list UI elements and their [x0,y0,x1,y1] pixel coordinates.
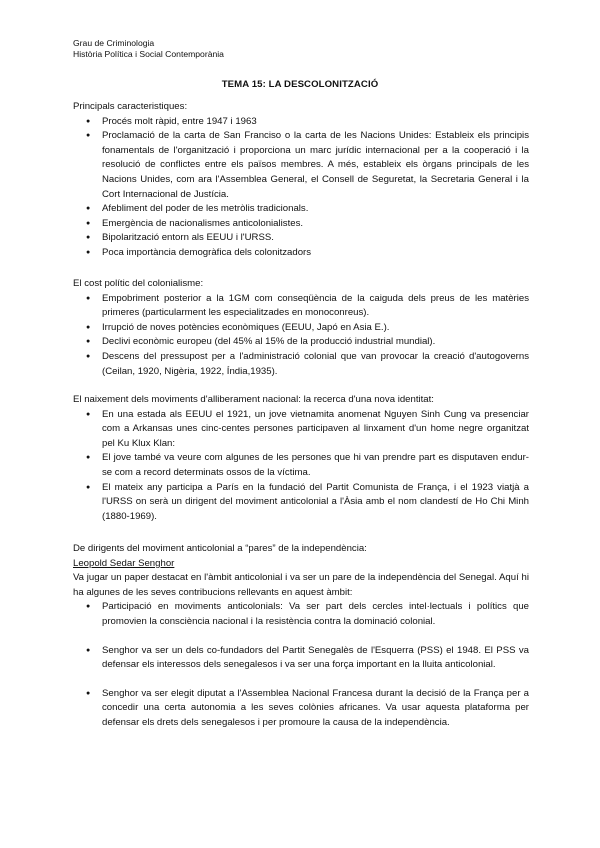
page-title: TEMA 15: LA DESCOLONITZACIÓ [221,79,379,90]
intro-paragraph: Va jugar un paper destacat en l'àmbit anticolonial i va ser un pare de la independència del Senegal. Aquí hi ha algunes de les seves contribucions rellevants en aquest àmbit: [73,572,529,598]
list-item: ● En una estada als EEUU el 1921, un jove vietnamita anomenat Nguyen Sinh Cung va presenciar com a Arkansas unes cinc-centes persones participaven al linxament d'un home negre organitzat pel Ku Klux Klan: [73,408,529,452]
section-anticolonial-leaders [73,542,529,731]
list-item: ● Descens del pressupost per a l'administració colonial que van provocar la creació d'autogoverns (Ceilan, 1920, Nigèria, 1922, Índia,1935). [73,350,529,379]
section-liberation-movements [73,393,529,524]
section-heading: Principals caracteristiques: [73,101,188,112]
bullet-list [73,292,529,380]
bullet-list [73,600,529,730]
bullet-list [73,408,529,525]
section-heading: De dirigents del moviment anticolonial a “pares” de la independència: [73,543,367,554]
list-item: ● Bipolarització entorn als EEUU i l'URSS. [73,231,529,246]
list-item: ● El mateix any participa a París en la fundació del Partit Comunista de França, i el 1923 viatjà a l'URSS on serà un dirigent del moviment anticolonial a l'Àsia amb el nom clandestí de Ho Chi Minh (1880-1969). [73,481,529,525]
list-item: ● Participació en moviments anticolonials: Va ser part dels cercles intel·lectuals i polítics que promovien la consciència nacional i la resistència contra la dominació colonial. [73,600,529,629]
course-name: Grau de Criminologia [73,38,155,48]
section-heading: El naixement dels moviments d'alliberament nacional: la recerca d'una nova identitat: [73,394,434,405]
list-item: ● Procés molt ràpid, entre 1947 i 1963 [73,115,529,130]
section-heading: El cost polític del colonialisme: [73,278,204,289]
bullet-list [73,115,529,261]
list-item: ● Senghor va ser elegit diputat a l'Assemblea Nacional Francesa durant la decisió de la França per a concedir una certa autonomia a les seves colònies africanes. Va usar aquesta plataforma per defensar els drets dels senegalesos i per promoure la causa de la independència. [73,687,529,731]
list-item: ● Irrupció de noves potències econòmiques (EEUU, Japó en Asia E.). [73,321,529,336]
list-item: ● Declivi econòmic europeu (del 45% al 15% de la producció industrial mundial). [73,335,529,350]
list-item: ● Proclamació de la carta de San Franciso o la carta de les Nacions Unides: Estableix els principis fonamentals de l'organització i proporciona un marc jurídic internacional per a la cooperació i la resolució de conflictes entre els països membres. A més, estableix els òrgans principals de les Nacions Unides, com ara l'Assemblea General, el Consell de Seguretat, la Secretaria General i la Cort Internacional de Justícia. [73,129,529,202]
list-item: ● El jove també va veure com algunes de les persones que hi van prendre part es disputaven endur-se com a record determinats ossos de la víctima. [73,451,529,480]
list-item: ● Senghor va ser un dels co-fundadors del Partit Senegalès de l'Esquerra (PSS) el 1948. El PSS va defensar els interessos dels senegalesos i va ser una força important en la lluita anticolonial. [73,644,529,673]
list-item: ● Empobriment posterior a la 1GM com conseqüència de la caiguda dels preus de les matèries primeres (particularment les especialitzades en monoconreus). [73,292,529,321]
list-item: ● Poca importància demogràfica dels colonitzadors [73,246,529,261]
document-header [73,38,224,60]
list-item: ● Afebliment del poder de les metròlis tradicionals. [73,202,529,217]
section-political-cost [73,277,529,379]
section-characteristics [73,100,529,261]
subject-name: Història Política i Social Contemporània [73,49,224,59]
subsection-heading: Leopold Sedar Senghor [73,557,175,569]
list-item: ● Emergència de nacionalismes anticolonialistes. [73,217,529,232]
